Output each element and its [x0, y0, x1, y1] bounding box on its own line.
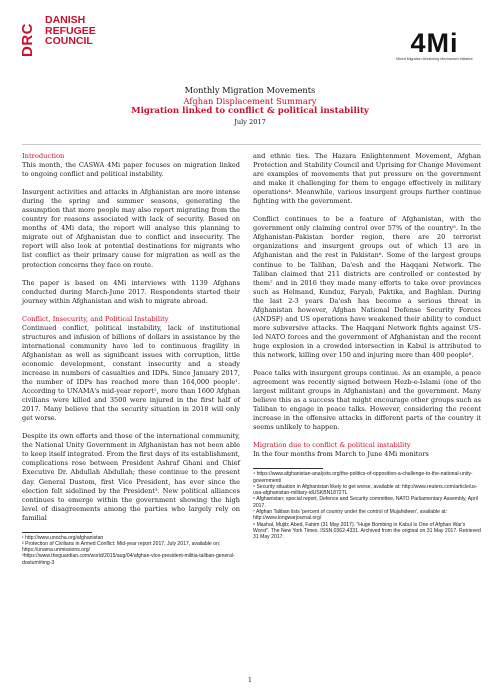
paragraph: This month, the CASWA 4Mi paper focuses on migration linked to ongoing conflict and political instability.: [22, 161, 240, 179]
drc-logo-mark: DRC: [19, 23, 36, 57]
section-heading-migration: Migration due to conflict & political instability: [253, 441, 411, 450]
paragraph: Despite its own efforts and those of the international community, the National Unity Government in Afghanistan has not been able to keep itself integrated. From the first days of its establishment, complications rose between President Ashraf Ghani and Chief Executive Dr. Abdullah Abdullah; these continue to the present day. General Dustom, first Vice President, has ever since the election felt sidelined by the President³. New political alliances continues to emerge within the government showing the high level of disagreements among the parties who largely rely on familial: [22, 432, 240, 522]
paragraph: The paper is based on 4Mi interviews with 1139 Afghans conducted during March-June 2017. Respondents started their journey within Afghanistan and wish to migrate abroad.: [22, 278, 240, 305]
footnote: ¹ http://www.unocha.org/afghanistan: [22, 534, 104, 541]
drc-logo-text: [45, 15, 155, 47]
footnote: ³https://www.theguardian.com/world/2015/aug/04/afghan-vice-president-militia-taliban-general-dostum#img-3: [22, 553, 235, 566]
4mi-logo-text: 4Mi: [410, 28, 459, 58]
footnote-divider: [253, 468, 323, 469]
title-block: [0, 85, 500, 127]
footnotes-left: [22, 535, 240, 566]
left-column: [22, 152, 240, 566]
document-theme: Migration linked to conflict & political instability: [131, 106, 369, 116]
document-subtitle: Afghan Displacement Summary: [183, 95, 317, 106]
document-date: July 2017: [234, 118, 266, 126]
paragraph: Continued conflict, political instability, lack of institutional structures and infusion of billions of dollars in assistance by the international community have led to continuous fragility in Afghanistan as well as significant issues with corruption, little economic development, constant insecurity and a steady increase in numbers of casualties and IDPs. Since January 2017, the number of IDPs has reached more than 164,000 people¹. According to UNAMA's mid-year report², more than 1600 Afghan civilians were killed and 3500 were injured in the first half of 2017. Many believe that the security situation in 2018 will only get worse.: [22, 323, 240, 423]
footnote-divider: [22, 532, 92, 533]
footnotes-right: [253, 471, 481, 540]
section-heading-conflict: Conflict, Insecurity, and Political Instability: [22, 314, 169, 323]
page-number: 1: [247, 676, 253, 684]
right-column: [253, 152, 481, 541]
drc-line-3: COUNCIL: [45, 35, 93, 47]
footnote: ⁵ Security situation in Afghanistan likely to get worse, available at: http://www.reuters.com/article/us-usa-afghanistan-military-idUSKBN1872TL: [253, 483, 478, 497]
footnote: ² Protection of Civilians in Armed Conflict: Mid-year report 2017, July 2017, available on: https://unama.unmissions.org/: [22, 540, 221, 554]
footnote: ⁷ Afghan Taliban lists 'percent of country under the control of Mujahideen', available at: http://www.longwarjournal.org/: [253, 509, 447, 522]
drc-line-1: DANISH: [45, 14, 86, 26]
drc-line-2: REFUGEE: [45, 24, 96, 37]
footnote: ⁴ https://www.afghanistan-analysts.org/the-politics-of-opposition-a-challenge-to-the-national-unity-government/: [253, 471, 473, 484]
paragraph: Insurgent activities and attacks in Afghanistan are more intense during the spring and summer seasons, generating the assumption that more people may also report migrating from the country for reasons associated with lack of security. Based on months of 4Mi data, the report will analyse this planning to migrate out of Afghanistan due to conflict and insecurity. The report will also look at potential destinations for migrants who list conflict as their primary cause for migration as well as the protection concerns they face on route.: [22, 188, 240, 269]
paragraph: and ethnic ties. The Hazara Enlightenment Movement, Afghan Protection and Stability Council and Uprising for Change Movement are examples of movements that put pressure on the government and make it challenging for them to engage effectively in military operations⁴. Meanwhile, various insurgent groups further continue fighting with the government.: [253, 152, 481, 206]
paragraph: Conflict continues to be a feature of Afghanistan, with the government only claiming control over 57% of the country⁵. In the Afghanistan-Pakistan border region, there are 20 terrorist organizations and insurgent groups out of which 13 are in Afghanistan and the rest in Pakistan⁶. Some of the largest groups continue to be Taliban, Da'esh and the Haqqani Network. The Taliban claimed that 211 districts are controlled or contested by them⁷ and in 2016 they made many efforts to take over provinces such as Helmand, Kunduz, Faryab, Paktika, and Baghlan. During the last 2-3 years Da'esh has become a serious threat in Afghanistan however, Afghan National Defense Security Forces (ANDSF) and US operations have weakened their ability to conduct more subversive attacks. The Haqqani Network fights against US-led NATO forces and the government of Afghanistan and the recent huge explosion in a crowded intersection in Kabul is attributed to this network, killing over 150 and injuring more than 400 people⁸.: [253, 215, 481, 359]
4mi-logo: [387, 30, 482, 61]
paragraph: Peace talks with insurgent groups continue. As an example, a peace agreement was recently signed between Hezb-e-Islami (one of the largest militant groups in Afghanistan) and the government. Many believe this as a success that might encourage other groups such as Taliban to engage in peace talks. However, considering the recent increase in the offensive attacks in different parts of the country it seems unlikely to happen.: [253, 369, 481, 432]
footnote: ⁸ Mashal, Mujib; Abed, Fahim (31 May 2017). "Huge Bombing in Kabul Is One of Afghan War's Worst". The New York Times. ISSN 0362-4331. Archived from the original on 31 May 2017. Retrieved 31 May 2017.: [253, 521, 481, 541]
footnote: ⁶ Afghanistan; special report, Defence and Security committee, NATO Parliamentary Assembly, April 2017.: [253, 496, 478, 509]
4mi-logo-tagline: Mixed Migration Monitoring Mechanism Initiative: [396, 57, 473, 61]
document-title: Monthly Migration Movements: [184, 85, 316, 95]
title-divider: [22, 144, 481, 145]
section-heading-introduction: Introduction: [22, 152, 65, 160]
paragraph: In the four months from March to June 4Mi monitors: [253, 450, 429, 459]
